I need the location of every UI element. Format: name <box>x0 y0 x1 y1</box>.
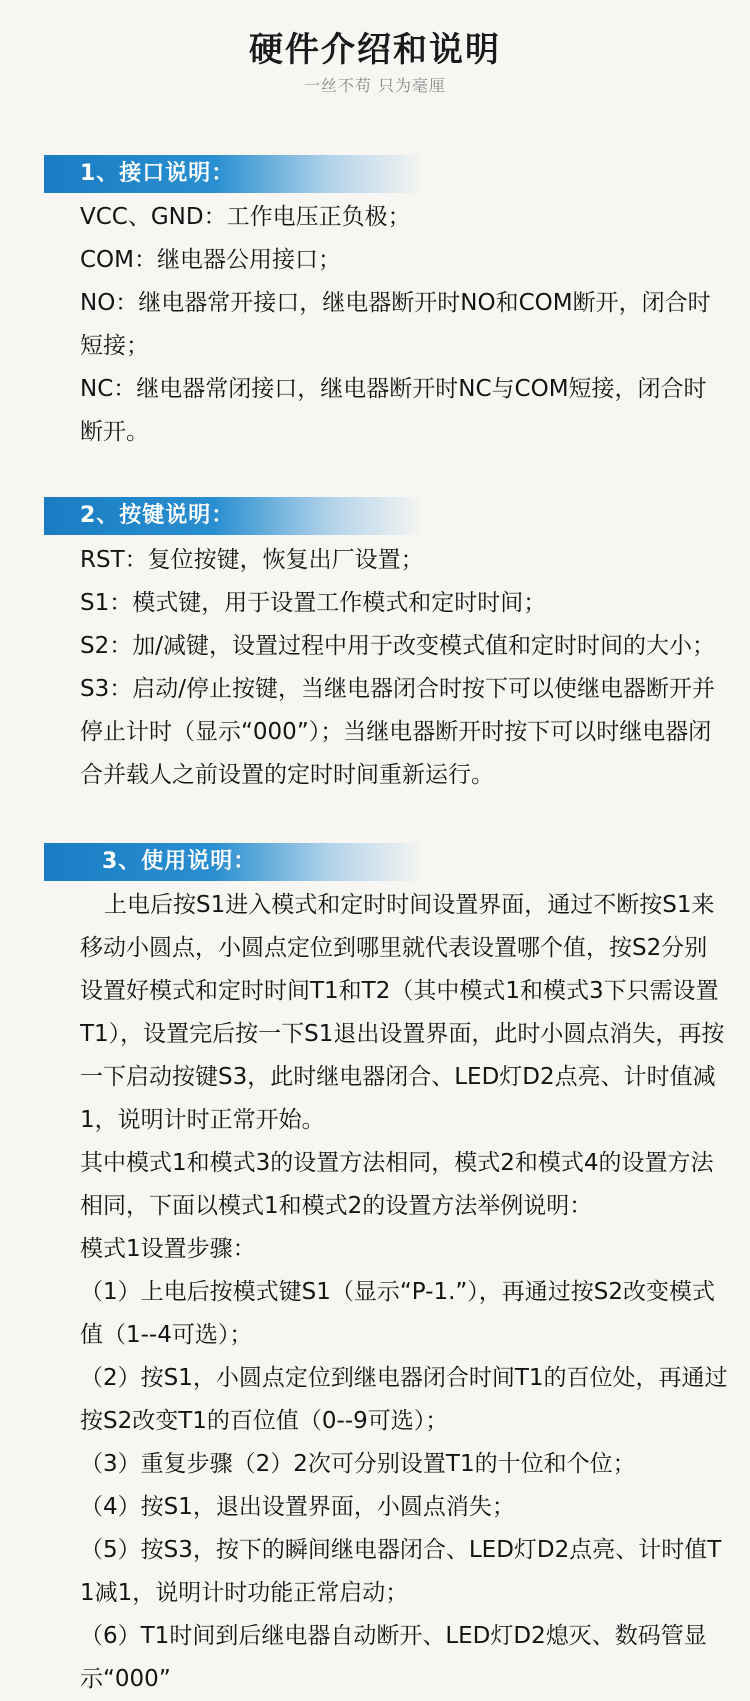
paragraph: COM：继电器公用接口； <box>80 247 342 273</box>
paragraph: S1：模式键，用于设置工作模式和定时时间； <box>80 590 547 616</box>
paragraph: S3：启动/停止按键，当继电器闭合时按下可以使继电器断开并停止计时（显示“000”）；当继电器断开时按下可以时继电器闭合并载人之前设置的定时时间重新运行。 <box>80 676 715 788</box>
section-body-buttons <box>80 539 728 797</box>
page-subtitle: 一丝不苟 只为毫厘 <box>303 76 447 95</box>
section-body-usage <box>80 884 728 1701</box>
section-heading-label: 2、按键说明： <box>80 503 235 528</box>
paragraph: （5）按S3，按下的瞬间继电器闭合、LED灯D2点亮、计时值T1减1，说明计时功能正常启动； <box>80 1537 722 1606</box>
section-heading-label: 1、接口说明： <box>80 161 235 186</box>
paragraph: （3）重复步骤（2）2次可分别设置T1的十位和个位； <box>80 1451 636 1477</box>
paragraph: 模式1设置步骤： <box>80 1236 256 1262</box>
section-heading-interface <box>44 155 424 193</box>
page-header <box>0 28 750 96</box>
paragraph: RST：复位按键，恢复出厂设置； <box>80 547 424 573</box>
section-heading-usage <box>44 843 424 881</box>
paragraph: VCC、GND：工作电压正负极； <box>80 204 411 230</box>
paragraph: （6）T1时间到后继电器自动断开、LED灯D2熄灭、数码管显示“000” <box>80 1623 707 1692</box>
section-heading-label: 3、使用说明： <box>102 849 257 874</box>
paragraph: （2）按S1，小圆点定位到继电器闭合时间T1的百位处，再通过按S2改变T1的百位值（0--9可选）； <box>80 1365 728 1434</box>
paragraph: S2：加/减键，设置过程中用于改变模式值和定时时间的大小； <box>80 633 715 659</box>
paragraph: （4）按S1，退出设置界面，小圆点消失； <box>80 1494 515 1520</box>
paragraph: NO：继电器常开接口，继电器断开时NO和COM断开，闭合时短接； <box>80 290 711 359</box>
paragraph: 上电后按S1进入模式和定时时间设置界面，通过不断按S1来移动小圆点，小圆点定位到哪里就代表设置哪个值，按S2分别设置好模式和定时时间T1和T2（其中模式1和模式3下只需设置T1），设置完后按一下S1退出设置界面，此时小圆点消失，再按一下启动按键S3，此时继电器闭合、LED灯D2点亮、计时值减1，说明计时正常开始。 <box>80 892 725 1133</box>
paragraph: （1）上电后按模式键S1（显示“P-1.”），再通过按S2改变模式值（1--4可选）； <box>80 1279 716 1348</box>
paragraph: NC：继电器常闭接口，继电器断开时NC与COM短接，闭合时断开。 <box>80 376 707 445</box>
page-title: 硬件介绍和说明 <box>249 30 501 70</box>
section-body-interface <box>80 196 728 454</box>
paragraph: 其中模式1和模式3的设置方法相同，模式2和模式4的设置方法相同，下面以模式1和模式2的设置方法举例说明： <box>80 1150 714 1219</box>
section-heading-buttons <box>44 497 424 535</box>
